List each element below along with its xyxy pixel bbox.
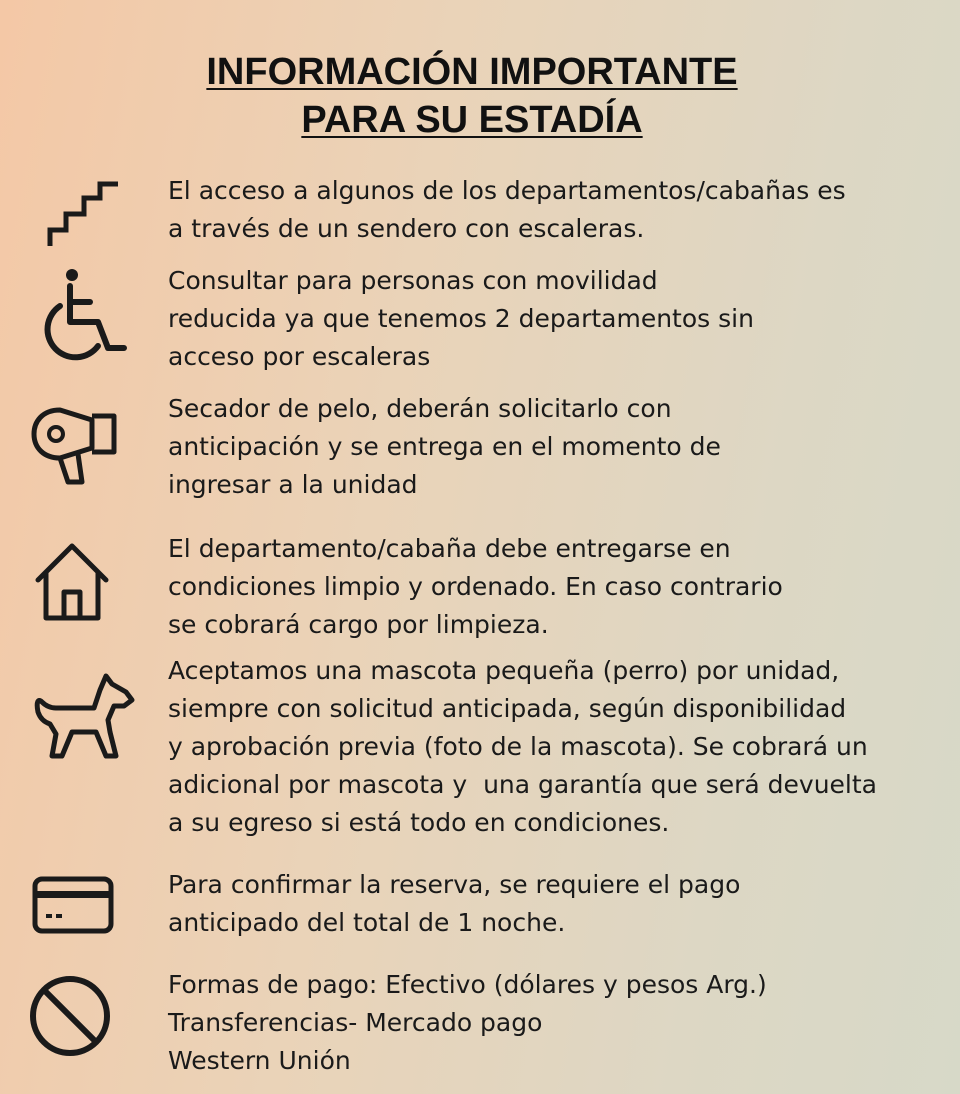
text-line: condiciones limpio y ordenado. En caso contrario [168,572,783,601]
text-line: reducida ya que tenemos 2 departamentos sin [168,304,754,333]
text-line: y aprobación previa (foto de la mascota). Se cobrará un [168,732,868,761]
text-line: El departamento/cabaña debe entregarse en [168,534,731,563]
item-payment-text [168,866,948,942]
text-line: adicional por mascota y una garantía que será devuelta [168,770,877,799]
item-mobility-text [168,262,948,376]
text-line: Secador de pelo, deberán solicitarlo con [168,394,672,423]
text-line: Western Unión [168,1046,351,1075]
wheelchair-icon [32,262,128,364]
text-line: siempre con solicitud anticipada, según disponibilidad [168,694,847,723]
text-line: a través de un sendero con escaleras. [168,214,645,243]
text-line: Consultar para personas con movilidad [168,266,658,295]
text-line: anticipado del total de 1 noche. [168,908,566,937]
dog-icon [32,672,136,762]
prohibited-icon [28,974,112,1058]
hair-dryer-icon [30,402,120,486]
item-cleaning-text [168,530,948,644]
credit-card-icon [32,876,114,934]
house-icon [34,542,110,622]
text-line: a su egreso si está todo en condiciones. [168,808,670,837]
text-line: El acceso a algunos de los departamentos/cabañas es [168,176,846,205]
item-stairs-text [168,172,948,248]
item-payment-methods-text [168,966,948,1080]
item-hair-dryer-text [168,390,948,504]
text-line: Formas de pago: Efectivo (dólares y pesos Arg.) [168,970,767,999]
text-line: ingresar a la unidad [168,470,418,499]
stairs-icon [46,180,120,248]
text-line: acceso por escaleras [168,342,431,371]
text-line: Aceptamos una mascota pequeña (perro) por unidad, [168,656,840,685]
text-line: Para confirmar la reserva, se requiere el pago [168,870,741,899]
text-line: anticipación y se entrega en el momento de [168,432,721,461]
page-title [0,48,944,144]
text-line: se cobrará cargo por limpieza. [168,610,549,639]
title-line-1: INFORMACIÓN IMPORTANTE [206,51,738,93]
title-line-2: PARA SU ESTADÍA [301,99,643,141]
item-pet-text [168,652,948,842]
text-line: Transferencias- Mercado pago [168,1008,543,1037]
